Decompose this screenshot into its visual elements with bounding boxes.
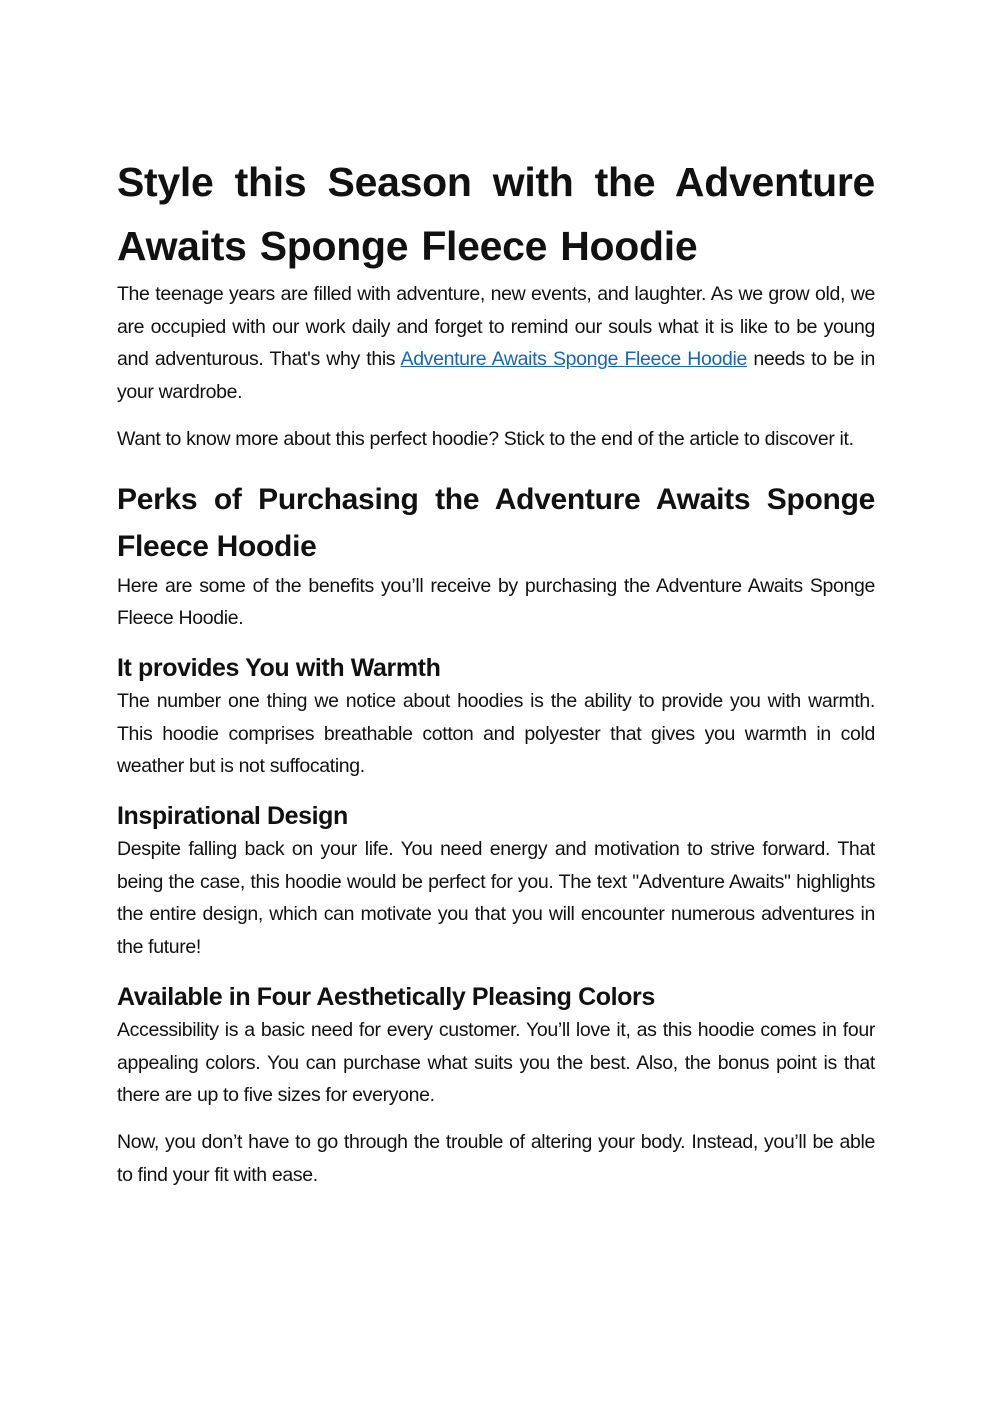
article-title [117, 150, 875, 278]
section-heading-design: Inspirational Design [117, 802, 348, 831]
intro-paragraph [117, 278, 875, 409]
intro-text: The teenage years are filled with adventure, new events, and laughter. As we grow old, we are occupied with our work daily and forget to remind our souls what it is like to be young and adventurous. That's why this [117, 283, 875, 371]
article [117, 150, 875, 1191]
article-title-line-2: Awaits Sponge Fleece Hoodie [117, 223, 698, 269]
intro-text-end: needs to be in your wardrobe. [117, 348, 875, 404]
intro-paragraph-2: Want to know more about this perfect hoodie? Stick to the end of the article to discover it. [117, 427, 854, 450]
section-paragraph-fit: Now, you don’t have to go through the trouble of altering your body. Instead, you’ll be able to find your fit with ease. [117, 1130, 875, 1186]
perks-heading [117, 476, 875, 570]
perks-heading-line-1: Perks of Purchasing the Adventure Awaits Sponge [117, 482, 875, 516]
section-paragraph-colors: Accessibility is a basic need for every customer. You’ll love it, as this hoodie comes in four appealing colors. You can purchase what suits you the best. Also, the bonus point is that there are up to five sizes for everyone. [117, 1018, 875, 1107]
section-paragraph-warmth: The number one thing we notice about hoodies is the ability to provide you with warmth. This hoodie comprises breathable cotton and polyester that gives you warmth in cold weather but is not suffocating. [117, 689, 875, 778]
section-heading-colors: Available in Four Aesthetically Pleasing Colors [117, 982, 655, 1011]
perks-heading-line-2: Fleece Hoodie [117, 529, 317, 563]
section-paragraph-design: Despite falling back on your life. You need energy and motivation to strive forward. That being the case, this hoodie would be perfect for you. The text "Adventure Awaits" highlights the entire design, which can motivate you that you will encounter numerous adventures in the future! [117, 838, 875, 959]
perks-paragraph: Here are some of the benefits you’ll receive by purchasing the Adventure Awaits Sponge Fleece Hoodie. [117, 574, 875, 630]
product-link[interactable]: Adventure Awaits Sponge Fleece Hoodie [400, 348, 748, 371]
article-title-line-1: Style this Season with the Adventure [117, 159, 875, 205]
section-heading-warmth: It provides You with Warmth [117, 653, 441, 682]
